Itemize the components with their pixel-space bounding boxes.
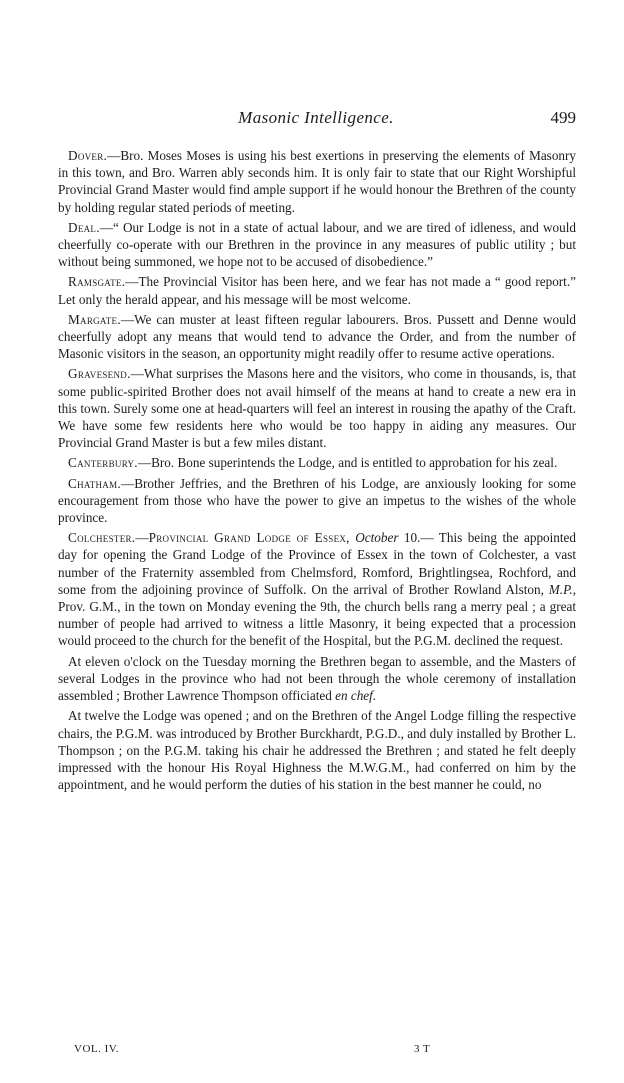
paragraph-text: —What surprises the Masons here and the visitors, who come in thousands, is, that some public-spirited Brother does not avail himself of the means at hand to create a new era in this town. Surely some one at head-quarters will feel an interest in rousing the apathy of the Craft. We have some few residents here who would be too happy in aiding any measures. Our Provincial Grand Master is but a few miles distant. [58,366,576,451]
paragraph-text: —We can muster at least fifteen regular labourers. Bros. Pussett and Denne would cheerfully adopt any means that would tend to advance the Order, and from the number of Masonic visitors in the season, an opportunity might readily offer to resume active operations. [58,311,576,362]
place-heading: Gravesend. [68,366,131,382]
signature-mark: 3 T [414,1043,431,1055]
dash: — [135,530,149,546]
paragraph-canterbury [58,454,576,471]
event-date: October [355,530,399,546]
volume-mark: VOL. IV. [74,1043,120,1055]
place-heading: Canterbury. [68,455,138,471]
paragraph-twelve [58,707,576,793]
page-number: 499 [550,108,576,127]
place-heading: Dover. [68,148,108,163]
paragraph-text: —“ Our Lodge is not in a state of actual labour, and we are tired of idleness, and would cheerfully co-operate with our Brethren in the province in any measures of public utility ; but without being summoned, we hope not to be accused of disobedience.” [58,219,576,270]
paragraph-text: , Prov. G.M., in the town on Monday evening the 9th, the church bells rang a merry peal ; a great number of people had arrived to witness a little Masonry, it being expected that a procession would proceed to the church for the benefit of the Hospital, but the P.G.M. declined the request. [58,581,577,649]
paragraph-text: —Bro. Moses Moses is using his best exertions in preserving the elements of Masonry in this town, and Bro. Warren ably seconds him. It is only fair to state that our Right Worshipful Provincial Grand Master would find ample support if he would honour the Brethren of the county by holding regular stated periods of meeting. [58,148,576,215]
en-chef: en chef. [335,688,377,704]
place-heading: Deal. [68,219,100,235]
paragraph-text: This being the appointed day for opening the Grand Lodge of the Province of Essex in the town of Colchester, a vast number of the Fraternity assembled from Chelmsford, Romford, Brightlingsea, Rochford, and some from the adjoining province of Suffolk. On the arrival of Brother Rowland Alston, [58,530,577,597]
mp-abbrev: M.P. [548,581,573,597]
event-heading: Provincial Grand Lodge of Essex, [148,530,350,546]
paragraph-margate [58,311,576,363]
page-footer [74,1043,474,1059]
place-heading: Margate. [68,311,121,327]
paragraph-text: At eleven o'clock on the Tuesday morning the Brethren began to assemble, and the Masters of several Lodges in the province who had not been through the whole ceremony of installation assembled ; Brother Lawrence Thompson officiated [58,653,576,704]
place-heading: Ramsgate. [68,274,126,290]
paragraph-text: —Brother Jeffries, and the Brethren of his Lodge, are anxiously looking for some encouragement from those who have the power to give an impetus to the wishes of the whole province. [58,475,576,526]
running-title: Masonic Intelligence. [238,108,394,127]
paragraph-text: —Bro. Bone superintends the Lodge, and is entitled to approbation for his zeal. [137,455,558,471]
paragraph-ramsgate [58,273,576,307]
article-body [58,147,576,796]
paragraph-colchester [58,529,576,649]
paragraph-text: —The Provincial Visitor has been here, and we fear has not made a “ good report.” Let only the herald appear, and his message will be most welcome. [58,274,576,307]
paragraph-text: At twelve the Lodge was opened ; and on the Brethren of the Angel Lodge filling the respective chairs, the P.G.M. was introduced by Brother Burckhardt, P.G.D., and duly installed by Brother L. Thompson ; on the P.G.M. taking his chair he addressed the Brethren ; and stated he felt deeply impressed with the honour His Royal Highness the M.W.G.M., had conferred on him by the appointment, and he would perform the duties of his station in the best manner he could, no [58,708,576,793]
paragraph-dover [58,147,576,216]
event-date-day: 10.— [403,530,434,546]
paragraph-gravesend [58,365,576,451]
place-heading: Colchester. [68,530,136,546]
paragraph-chatham [58,475,576,527]
place-heading: Chatham. [68,475,121,491]
paragraph-deal [58,219,576,271]
running-head [56,108,576,130]
paragraph-eleven [58,653,576,705]
